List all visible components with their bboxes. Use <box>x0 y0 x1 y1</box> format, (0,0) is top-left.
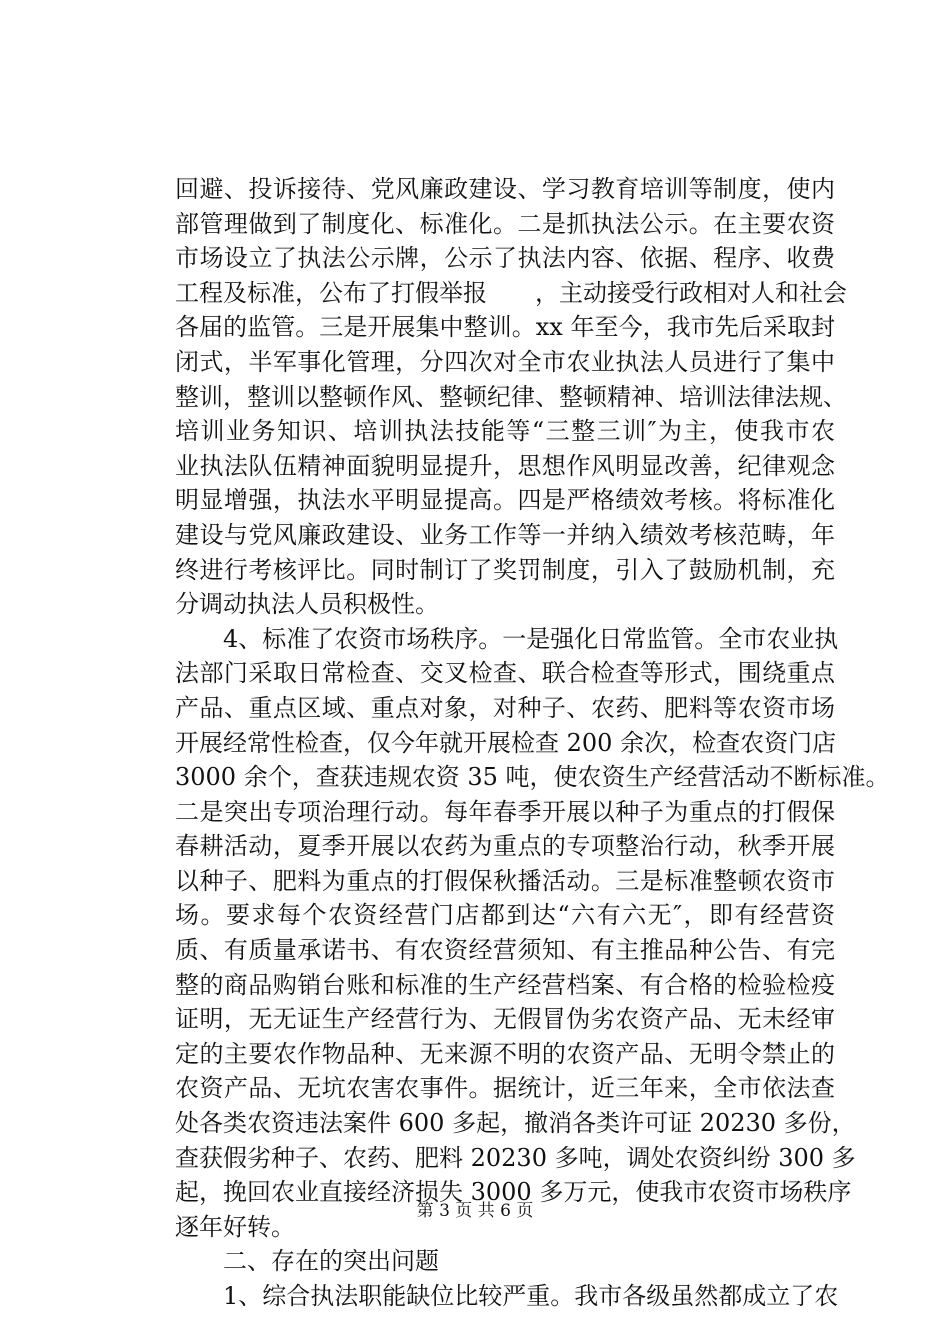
text-line: 建设与党风廉政建设、业务工作等一并纳入绩效考核范畴，年 <box>175 520 835 549</box>
text-line: 查获假劣种子、农药、肥料 20230 多吨，调处农资纠纷 300 多 <box>175 1143 856 1172</box>
paragraph-start-line: 4、标准了农资市场秩序。一是强化日常监管。全市农业执 <box>223 624 839 653</box>
text-line: 明显增强，执法水平明显提高。四是严格绩效考核。将标准化 <box>175 486 835 515</box>
text-line: 产品、重点区域、重点对象，对种子、农药、肥料等农资市场 <box>175 693 835 722</box>
text-line: 场。要求每个农资经营门店都到达“六有六无″，即有经营资 <box>175 901 835 930</box>
text-line: 终进行考核评比。同时制订了奖罚制度，引入了鼓励机制，充 <box>175 555 835 584</box>
text-line: 培训业务知识、培训执法技能等“三整三训″为主，使我市农 <box>175 417 835 446</box>
page-number-footer: 第 3 页 共 6 页 <box>416 1201 534 1221</box>
text-line: 闭式，半军事化管理，分四次对全市农业执法人员进行了集中 <box>175 347 835 376</box>
text-line: 逐年好转。 <box>175 1212 295 1241</box>
text-line: 农资产品、无坑农害农事件。据统计，近三年来，全市依法查 <box>175 1074 835 1103</box>
paragraph-start-line: 1、综合执法职能缺位比较严重。我市各级虽然都成立了农 <box>223 1282 839 1310</box>
text-line: 工程及标准，公布了打假举报 ，主动接受行政相对人和社会 <box>175 278 847 307</box>
text-line: 市场设立了执法公示牌，公示了执法内容、依据、程序、收费 <box>175 244 835 273</box>
text-line: 法部门采取日常检查、交叉检查、联合检查等形式，围绕重点 <box>175 659 835 688</box>
text-line: 业执法队伍精神面貌明显提升，思想作风明显改善，纪律观念 <box>175 451 835 480</box>
text-line: 定的主要农作物品种、无来源不明的农资产品、无明令禁止的 <box>175 1039 835 1068</box>
text-line: 二是突出专项治理行动。每年春季开展以种子为重点的打假保 <box>175 797 835 826</box>
text-line: 起，挽回农业直接经济损失 3000 多万元，使我市农资市场秩序 <box>175 1178 852 1207</box>
text-line: 整的商品购销台账和标准的生产经营档案、有合格的检验检疫 <box>175 970 835 999</box>
text-line: 证明，无无证生产经营行为、无假冒伪劣农资产品、无未经审 <box>175 1005 835 1034</box>
text-line: 春耕活动，夏季开展以农药为重点的专项整治行动，秋季开展 <box>175 832 835 861</box>
text-line: 分调动执法人员积极性。 <box>175 590 439 619</box>
text-line: 各届的监管。三是开展集中整训。xx 年至今，我市先后采取封 <box>175 313 835 342</box>
text-line: 以种子、肥料为重点的打假保秋播活动。三是标准整顿农资市 <box>175 866 835 895</box>
text-line: 3000 余个，查获违规农资 35 吨，使农资生产经营活动不断标准。 <box>175 763 890 792</box>
text-line: 质、有质量承诺书、有农资经营须知、有主推品种公告、有完 <box>175 936 835 965</box>
section-heading: 二、存在的突出问题 <box>223 1247 439 1276</box>
text-line: 处各类农资违法案件 600 多起，撤消各类许可证 20230 多份， <box>175 1109 856 1138</box>
text-line: 回避、投诉接待、党风廉政建设、学习教育培训等制度，使内 <box>175 175 835 203</box>
text-line: 部管理做到了制度化、标准化。二是抓执法公示。在主要农资 <box>175 209 835 238</box>
document-body <box>175 172 890 1314</box>
text-line: 开展经常性检查，仅今年就开展检查 200 余次，检查农资门店 <box>175 728 837 757</box>
text-line: 整训，整训以整顿作风、整顿纪律、整顿精神、培训法律法规、 <box>175 382 847 411</box>
